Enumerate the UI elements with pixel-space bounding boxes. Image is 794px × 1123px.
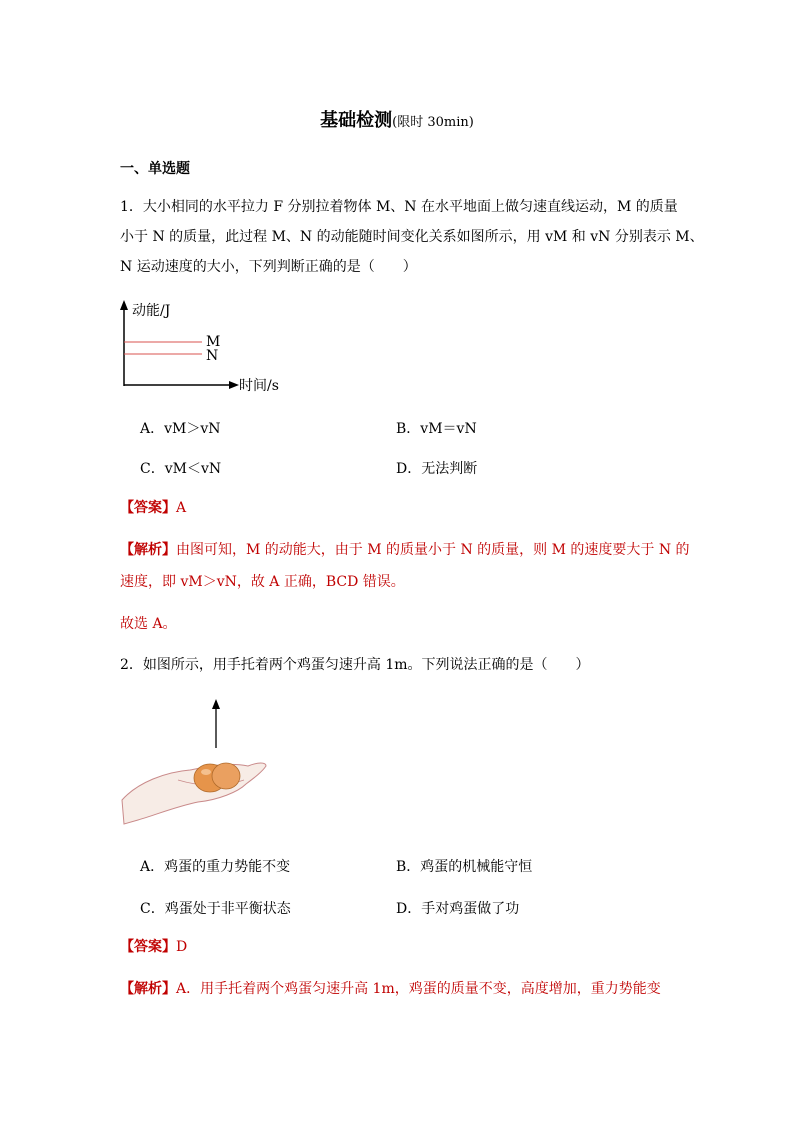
q1-option-d: D．无法判断	[396, 461, 478, 477]
q2-hand-eggs-figure	[118, 696, 278, 832]
hand-icon	[122, 763, 266, 824]
section-heading: 一、单选题	[120, 161, 190, 177]
egg-icon	[212, 763, 240, 789]
q1-option-c: C．vM＜vN	[140, 461, 222, 477]
q2-option-a: A．鸡蛋的重力势能不变	[140, 859, 291, 875]
q1-option-a: A．vM＞vN	[140, 421, 221, 437]
y-axis-label: 动能/J	[132, 303, 171, 319]
q1-analysis-line1: 【解析】由图可知，M 的动能大，由于 M 的质量小于 N 的质量，则 M 的速度要大于 N 的	[120, 542, 690, 558]
q2-stem-line1: 2．如图所示，用手托着两个鸡蛋匀速升高 1m。下列说法正确的是（ ）	[120, 657, 590, 673]
q1-energy-time-graph	[110, 296, 310, 396]
q2-option-d: D．手对鸡蛋做了功	[396, 901, 520, 917]
q2-answer: 【答案】D	[120, 939, 188, 955]
q1-stem-line3: N 运动速度的大小，下列判断正确的是（ ）	[120, 259, 417, 275]
q1-option-b: B．vM＝vN	[396, 421, 477, 437]
x-axis-arrow-icon	[229, 381, 239, 389]
q1-stem-line1: 1．大小相同的水平拉力 F 分别拉着物体 M、N 在水平地面上做匀速直线运动，M 的质量	[120, 199, 678, 215]
q2-option-b: B．鸡蛋的机械能守恒	[396, 859, 533, 875]
x-axis-label: 时间/s	[239, 378, 279, 394]
q1-conclusion: 故选 A。	[120, 616, 177, 632]
q2-analysis-line1: 【解析】A．用手托着两个鸡蛋匀速升高 1m，鸡蛋的质量不变，高度增加，重力势能变	[120, 981, 661, 997]
up-arrow-icon	[212, 699, 220, 709]
q1-analysis-line2: 速度，即 vM＞vN，故 A 正确，BCD 错误。	[120, 574, 405, 590]
line-m-label: M	[206, 334, 221, 350]
q1-answer: 【答案】A	[120, 500, 187, 516]
line-n-label: N	[206, 348, 219, 364]
q2-option-c: C．鸡蛋处于非平衡状态	[140, 901, 291, 917]
page-title: 基础检测(限时 30min)	[320, 110, 474, 131]
q1-stem-line2: 小于 N 的质量，此过程 M、N 的动能随时间变化关系如图所示，用 vM 和 vN 分别表示 M、	[120, 229, 704, 245]
y-axis-arrow-icon	[120, 300, 128, 310]
egg-highlight	[201, 769, 211, 775]
